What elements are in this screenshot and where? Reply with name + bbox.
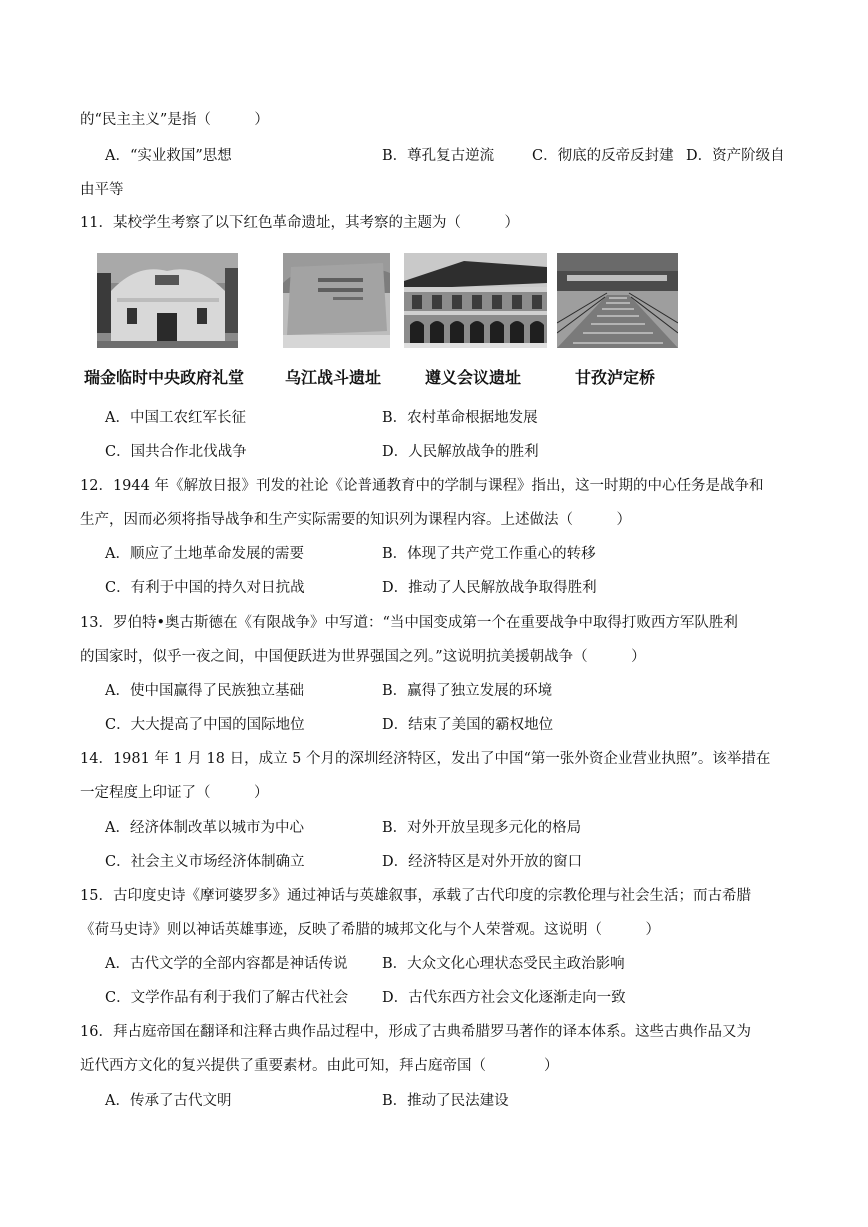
q13-option-a: A．使中国赢得了民族独立基础	[105, 683, 304, 699]
zunyi-meeting-site-photo	[404, 253, 547, 348]
q13-option-b: B．赢得了独立发展的环境	[382, 683, 553, 699]
q11-option-c: C．国共合作北伐战争	[105, 444, 247, 460]
q14-stem-line2: 一定程度上印证了（ ）	[80, 785, 269, 801]
ruijin-hall-photo	[97, 253, 238, 348]
q13-stem-line2: 的国家时，似乎一夜之间，中国便跃进为世界强国之列。”这说明抗美援朝战争（ ）	[80, 649, 646, 665]
q14-option-c: C．社会主义市场经济体制确立	[105, 854, 305, 870]
q14-option-a: A．经济体制改革以城市为中心	[105, 820, 304, 836]
q10-option-a: A．“实业救国”思想	[105, 148, 232, 164]
q10-option-d: D．资产阶级自	[686, 148, 785, 164]
q15-option-c: C．文学作品有利于我们了解古代社会	[105, 990, 349, 1006]
q11-option-a: A．中国工农红军长征	[105, 410, 246, 426]
q10-option-c: C．彻底的反帝反封建	[532, 148, 674, 164]
q13-option-c: C．大大提高了中国的国际地位	[105, 717, 305, 733]
photo-caption-zunyi: 遵义会议遗址	[425, 368, 522, 387]
q16-option-b: B．推动了民法建设	[382, 1093, 509, 1109]
q12-stem-line1: 12．1944 年《解放日报》刊发的社论《论普通教育中的学制与课程》指出，这一时期的中心任务是战争和	[80, 478, 764, 494]
q12-option-a: A．顺应了土地革命发展的需要	[105, 546, 304, 562]
luding-bridge-photo	[557, 253, 678, 348]
photo-caption-wujiang: 乌江战斗遗址	[285, 368, 382, 387]
wujiang-battle-site-photo	[283, 253, 390, 348]
q10-option-d-continued: 由平等	[80, 182, 124, 198]
q10-option-b: B．尊孔复古逆流	[382, 148, 495, 164]
photo-caption-luding: 甘孜泸定桥	[575, 368, 656, 387]
q13-stem-line1: 13．罗伯特•奥古斯德在《有限战争》中写道：“当中国变成第一个在重要战争中取得打败西方军队胜利	[80, 615, 738, 631]
q11-stem: 11．某校学生考察了以下红色革命遗址，其考察的主题为（ ）	[80, 215, 519, 231]
q14-option-d: D．经济特区是对外开放的窗口	[382, 854, 583, 870]
q16-stem-line1: 16．拜占庭帝国在翻译和注释古典作品过程中，形成了古典希腊罗马著作的译本体系。这些古典作品又为	[80, 1024, 751, 1040]
q16-option-a: A．传承了古代文明	[105, 1093, 232, 1109]
q14-option-b: B．对外开放呈现多元化的格局	[382, 820, 582, 836]
q15-option-d: D．古代东西方社会文化逐渐走向一致	[382, 990, 626, 1006]
q12-stem-line2: 生产，因而必须将指导战争和生产实际需要的知识列为课程内容。上述做法（ ）	[80, 512, 631, 528]
q15-option-a: A．古代文学的全部内容都是神话传说	[105, 956, 348, 972]
q15-option-b: B．大众文化心理状态受民主政治影响	[382, 956, 625, 972]
q14-stem-line1: 14．1981 年 1 月 18 日，成立 5 个月的深圳经济特区，发出了中国“第一张外资企业营业执照”。该举措在	[80, 751, 771, 767]
q15-stem-line1: 15．古印度史诗《摩诃婆罗多》通过神话与英雄叙事，承载了古代印度的宗教伦理与社会生活；而古希腊	[80, 888, 751, 904]
q15-stem-line2: 《荷马史诗》则以神话英雄事迹，反映了希腊的城邦文化与个人荣誉观。这说明（ ）	[80, 922, 660, 938]
q11-option-d: D．人民解放战争的胜利	[382, 444, 539, 460]
q12-option-c: C．有利于中国的持久对日抗战	[105, 580, 305, 596]
q16-stem-line2: 近代西方文化的复兴提供了重要素材。由此可知，拜占庭帝国（ ）	[80, 1058, 559, 1074]
photo-caption-ruijin: 瑞金临时中央政府礼堂	[84, 368, 245, 387]
q12-option-d: D．推动了人民解放战争取得胜利	[382, 580, 597, 596]
q12-option-b: B．体现了共产党工作重心的转移	[382, 546, 596, 562]
q11-option-b: B．农村革命根据地发展	[382, 410, 538, 426]
q13-option-d: D．结束了美国的霸权地位	[382, 717, 554, 733]
q10-stem-tail: 的“民主主义”是指（ ）	[80, 112, 269, 128]
